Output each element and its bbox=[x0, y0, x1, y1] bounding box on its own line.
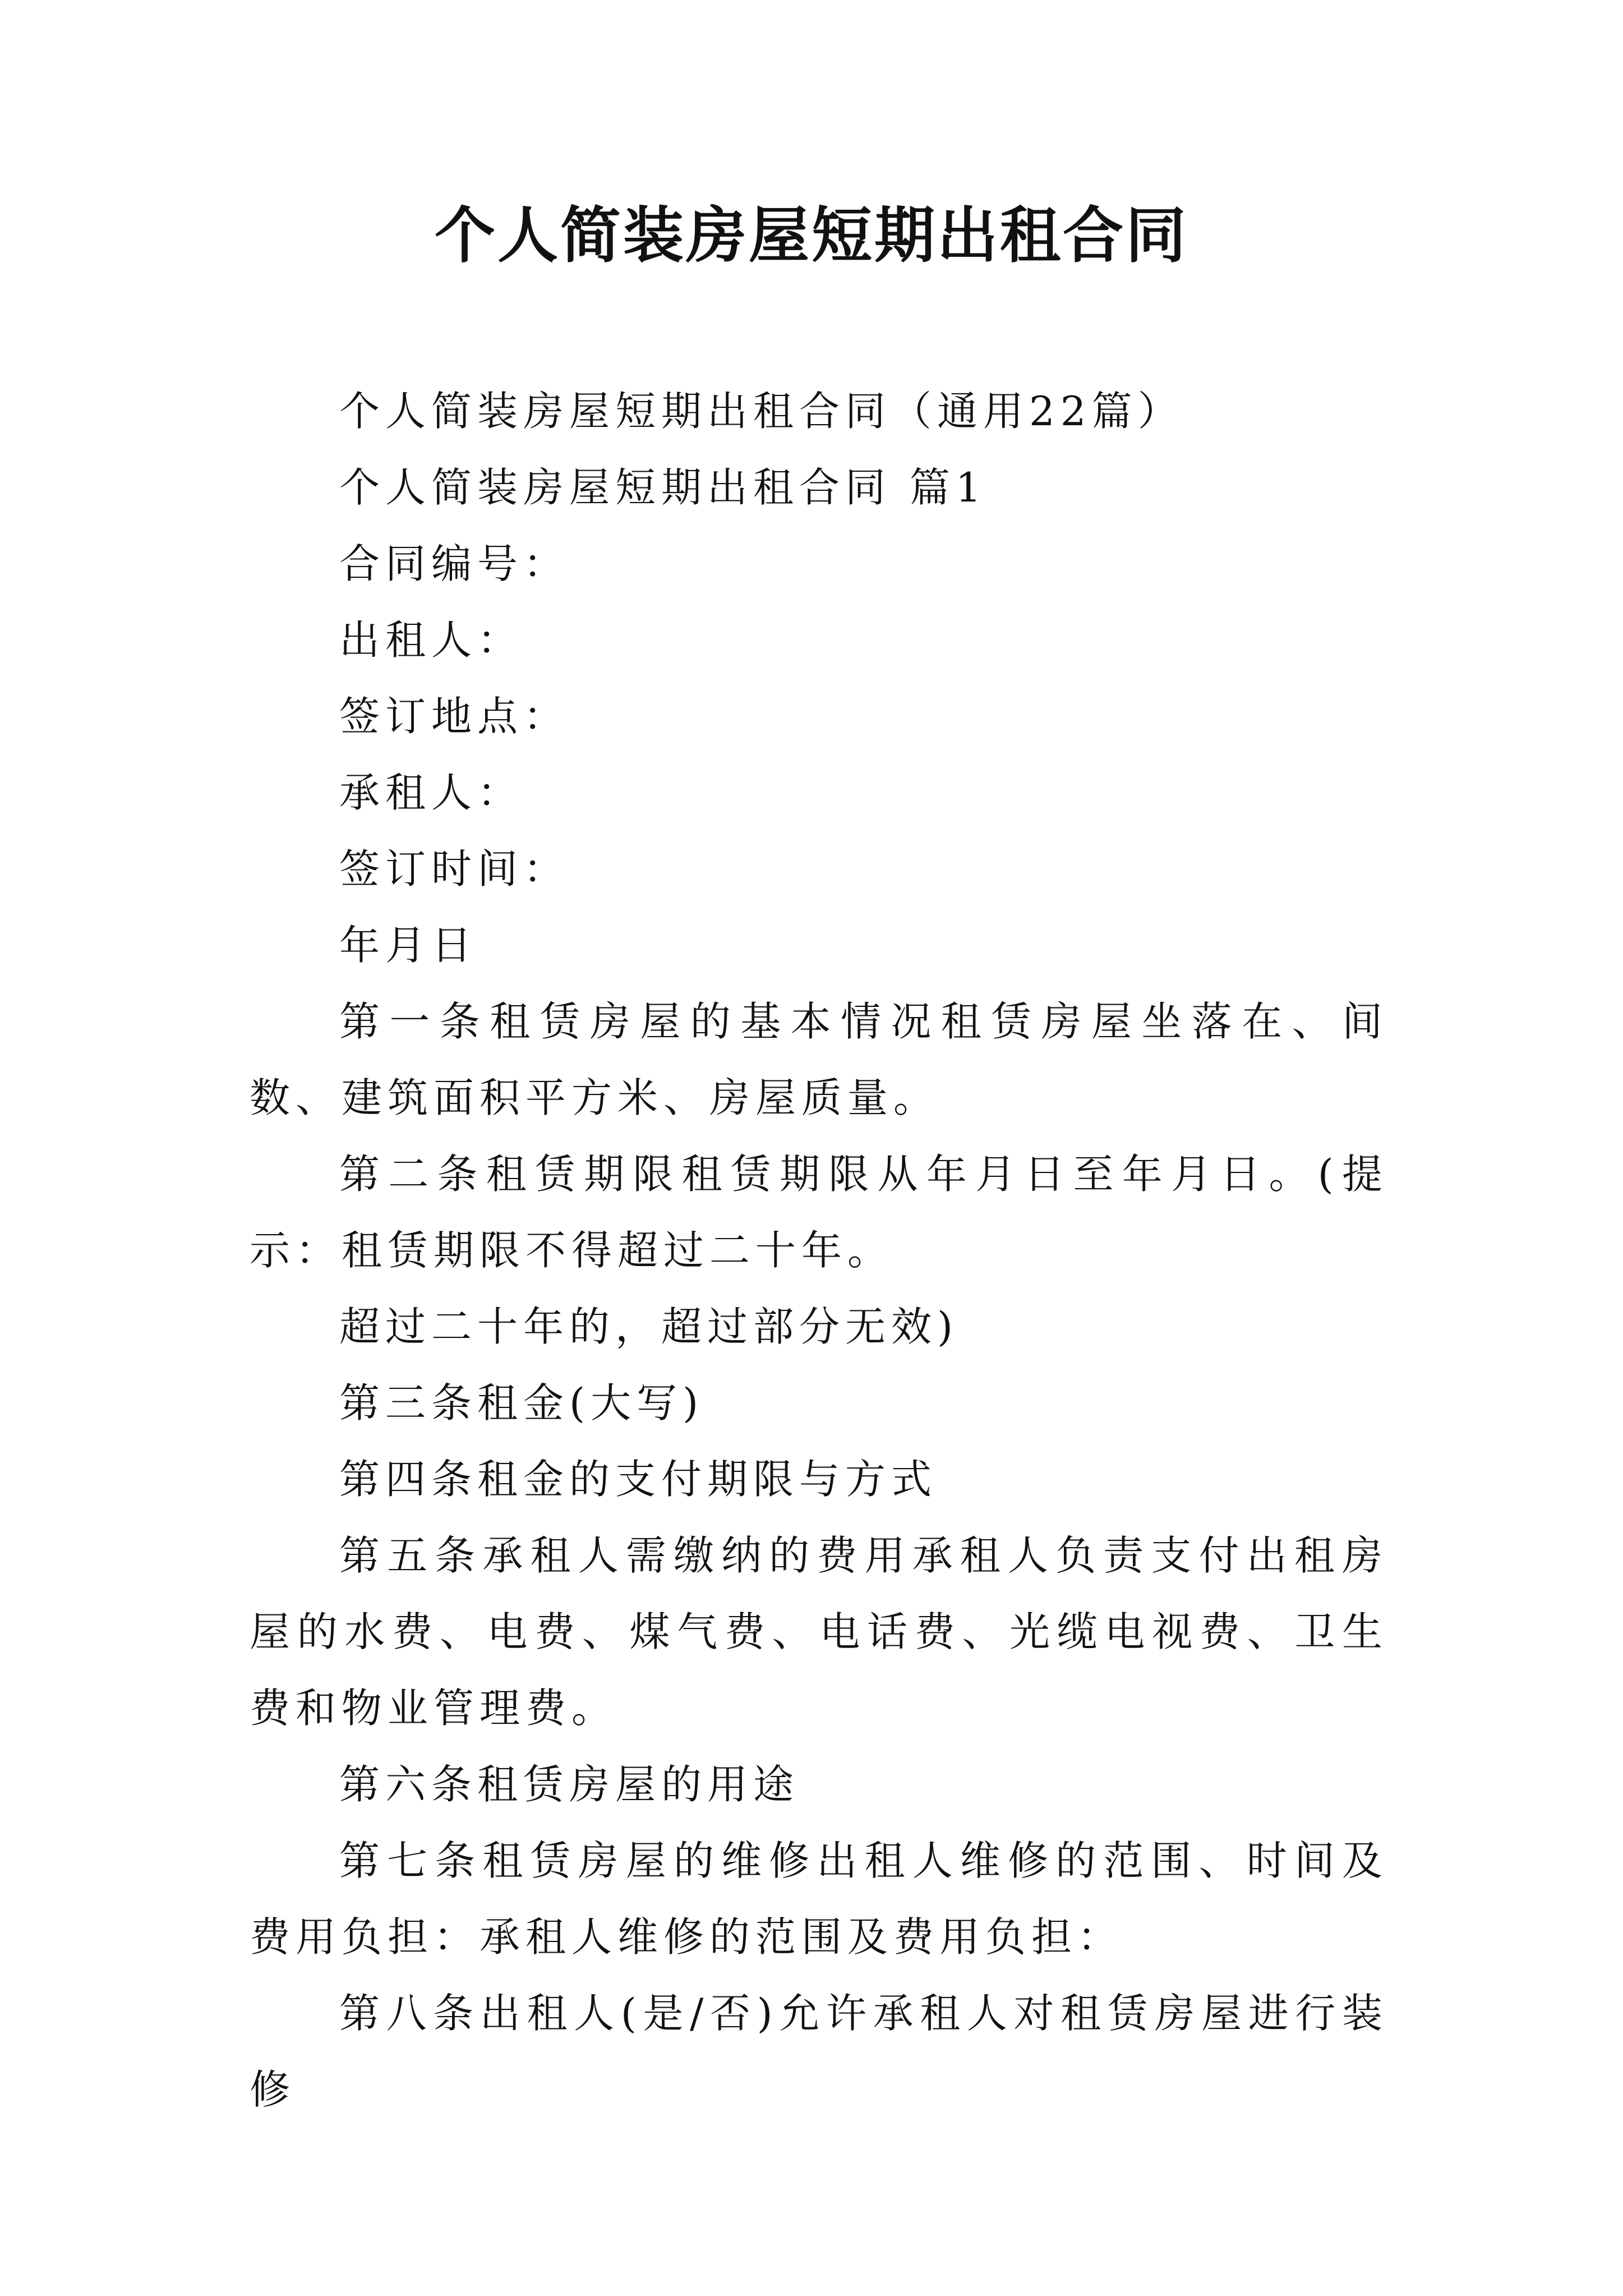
paragraph-subtitle: 个人简装房屋短期出租合同（通用22篇） bbox=[339, 388, 1184, 435]
paragraph-article-3: 第三条租金(大写) bbox=[339, 1379, 704, 1427]
paragraph-lessor: 出租人： bbox=[339, 616, 524, 664]
document-body bbox=[250, 373, 1388, 2128]
paragraph-section-heading: 个人简装房屋短期出租合同 篇1 bbox=[339, 464, 987, 511]
paragraph-signing-place: 签订地点： bbox=[339, 693, 570, 740]
document-title: 个人简装房屋短期出租合同 bbox=[434, 200, 1188, 271]
paragraph-article-6: 第六条租赁房屋的用途 bbox=[339, 1761, 800, 1808]
paragraph-lessee: 承租人： bbox=[339, 769, 524, 816]
paragraph-article-1: 第一条租赁房屋的基本情况租赁房屋坐落在、间数、建筑面积平方米、房屋质量。 bbox=[250, 998, 1388, 1121]
paragraph-article-2-note: 超过二十年的，超过部分无效) bbox=[339, 1303, 959, 1350]
paragraph-signing-time: 签订时间： bbox=[339, 845, 570, 892]
paragraph-article-2: 第二条租赁期限租赁期限从年月日至年月日。(提示：租赁期限不得超过二十年。 bbox=[250, 1151, 1388, 1274]
paragraph-article-7: 第七条租赁房屋的维修出租人维修的范围、时间及费用负担：承租人维修的范围及费用负担： bbox=[250, 1837, 1388, 1961]
paragraph-date: 年月日 bbox=[339, 922, 478, 969]
paragraph-article-8: 第八条出租人(是/否)允许承租人对租赁房屋进行装修 bbox=[250, 1990, 1388, 2113]
paragraph-contract-number: 合同编号： bbox=[339, 540, 570, 587]
paragraph-article-4: 第四条租金的支付期限与方式 bbox=[339, 1456, 938, 1503]
paragraph-article-5: 第五条承租人需缴纳的费用承租人负责支付出租房屋的水费、电费、煤气费、电话费、光缆电视费、卫生费和物业管理费。 bbox=[250, 1532, 1388, 1732]
